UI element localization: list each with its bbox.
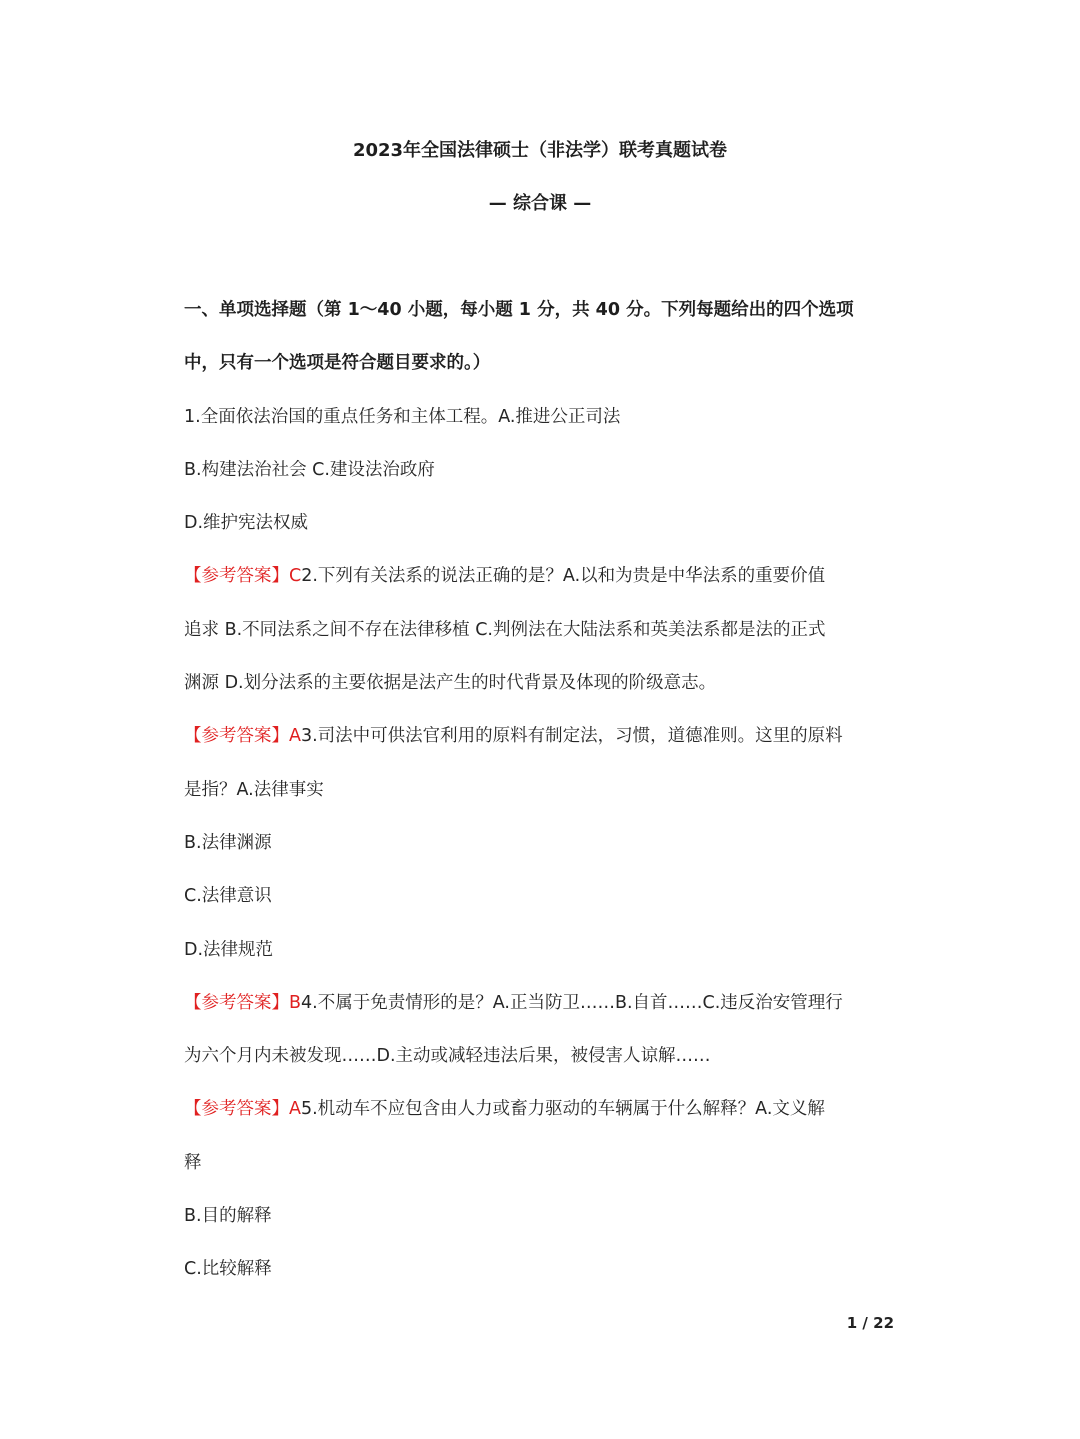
section-heading-line-2 <box>184 337 900 390</box>
line-text: 释 <box>184 1152 202 1173</box>
line-text: D.维护宪法权威 <box>184 513 309 534</box>
answer-letter: B <box>289 992 302 1013</box>
line-text: C.比较解释 <box>184 1259 272 1280</box>
answer-question-line <box>184 1083 900 1136</box>
line-text: 3.司法中可供法官利用的原料有制定法，习惯，道德准则。这里的原料 <box>300 726 843 747</box>
question-line <box>184 764 900 817</box>
exam-body <box>184 284 900 1297</box>
question-line <box>184 924 900 977</box>
question-line <box>184 391 900 444</box>
answer-label: 【参考答案】 <box>184 1099 289 1120</box>
line-text: 1.全面依法治国的重点任务和主体工程。A.推进公正司法 <box>184 406 621 427</box>
line-text: 追求 B.不同法系之间不存在法律移植 C.判例法在大陆法系和英美法系都是法的正式 <box>184 619 826 640</box>
line-text: C.法律意识 <box>184 886 272 907</box>
line-text: 一、单项选择题（第 1～40 小题，每小题 1 分，共 40 分。下列每题给出的四个选项 <box>184 300 854 320</box>
answer-label: 【参考答案】 <box>184 566 289 587</box>
line-text: 渊源 D.划分法系的主要依据是法产生的时代背景及体现的阶级意志。 <box>184 673 717 694</box>
line-text: 中，只有一个选项是符合题目要求的。） <box>184 353 491 374</box>
question-line <box>184 817 900 870</box>
answer-label: 【参考答案】 <box>184 726 289 747</box>
question-line <box>184 497 900 550</box>
line-text: B.法律渊源 <box>184 832 272 853</box>
line-text: D.法律规范 <box>184 939 274 960</box>
question-line <box>184 1137 900 1190</box>
question-line <box>184 444 900 497</box>
question-line <box>184 604 900 657</box>
answer-label: 【参考答案】 <box>184 992 289 1013</box>
question-line <box>184 1243 900 1296</box>
answer-question-line <box>184 710 900 763</box>
line-text: B.构建法治社会 C.建设法治政府 <box>184 459 435 480</box>
line-text: 4.不属于免责情形的是？A.正当防卫……B.自首……C.违反治安管理行 <box>301 992 843 1013</box>
section-heading-line-1 <box>184 284 900 337</box>
answer-letter: A <box>289 1099 301 1120</box>
question-line <box>184 870 900 923</box>
answer-question-line <box>184 550 900 603</box>
answer-letter: A <box>289 726 301 747</box>
line-text: 2.下列有关法系的说法正确的是？A.以和为贵是中华法系的重要价值 <box>301 566 826 587</box>
document-subtitle: — 综合课 — <box>488 193 592 214</box>
line-text: 为六个月内未被发现……D.主动或减轻违法后果，被侵害人谅解…… <box>184 1046 711 1067</box>
line-text: 5.机动车不应包含由人力或畜力驱动的车辆属于什么解释？A.文义解 <box>300 1099 825 1120</box>
document-title: 2023年全国法律硕士（非法学）联考真题试卷 <box>352 140 728 161</box>
answer-letter: C <box>289 566 302 587</box>
question-line <box>184 657 900 710</box>
line-text: B.目的解释 <box>184 1206 272 1227</box>
page-indicator: 1 / 22 <box>846 1314 894 1332</box>
question-line <box>184 1030 900 1083</box>
answer-question-line <box>184 977 900 1030</box>
question-line <box>184 1190 900 1243</box>
line-text: 是指？A.法律事实 <box>184 779 324 800</box>
